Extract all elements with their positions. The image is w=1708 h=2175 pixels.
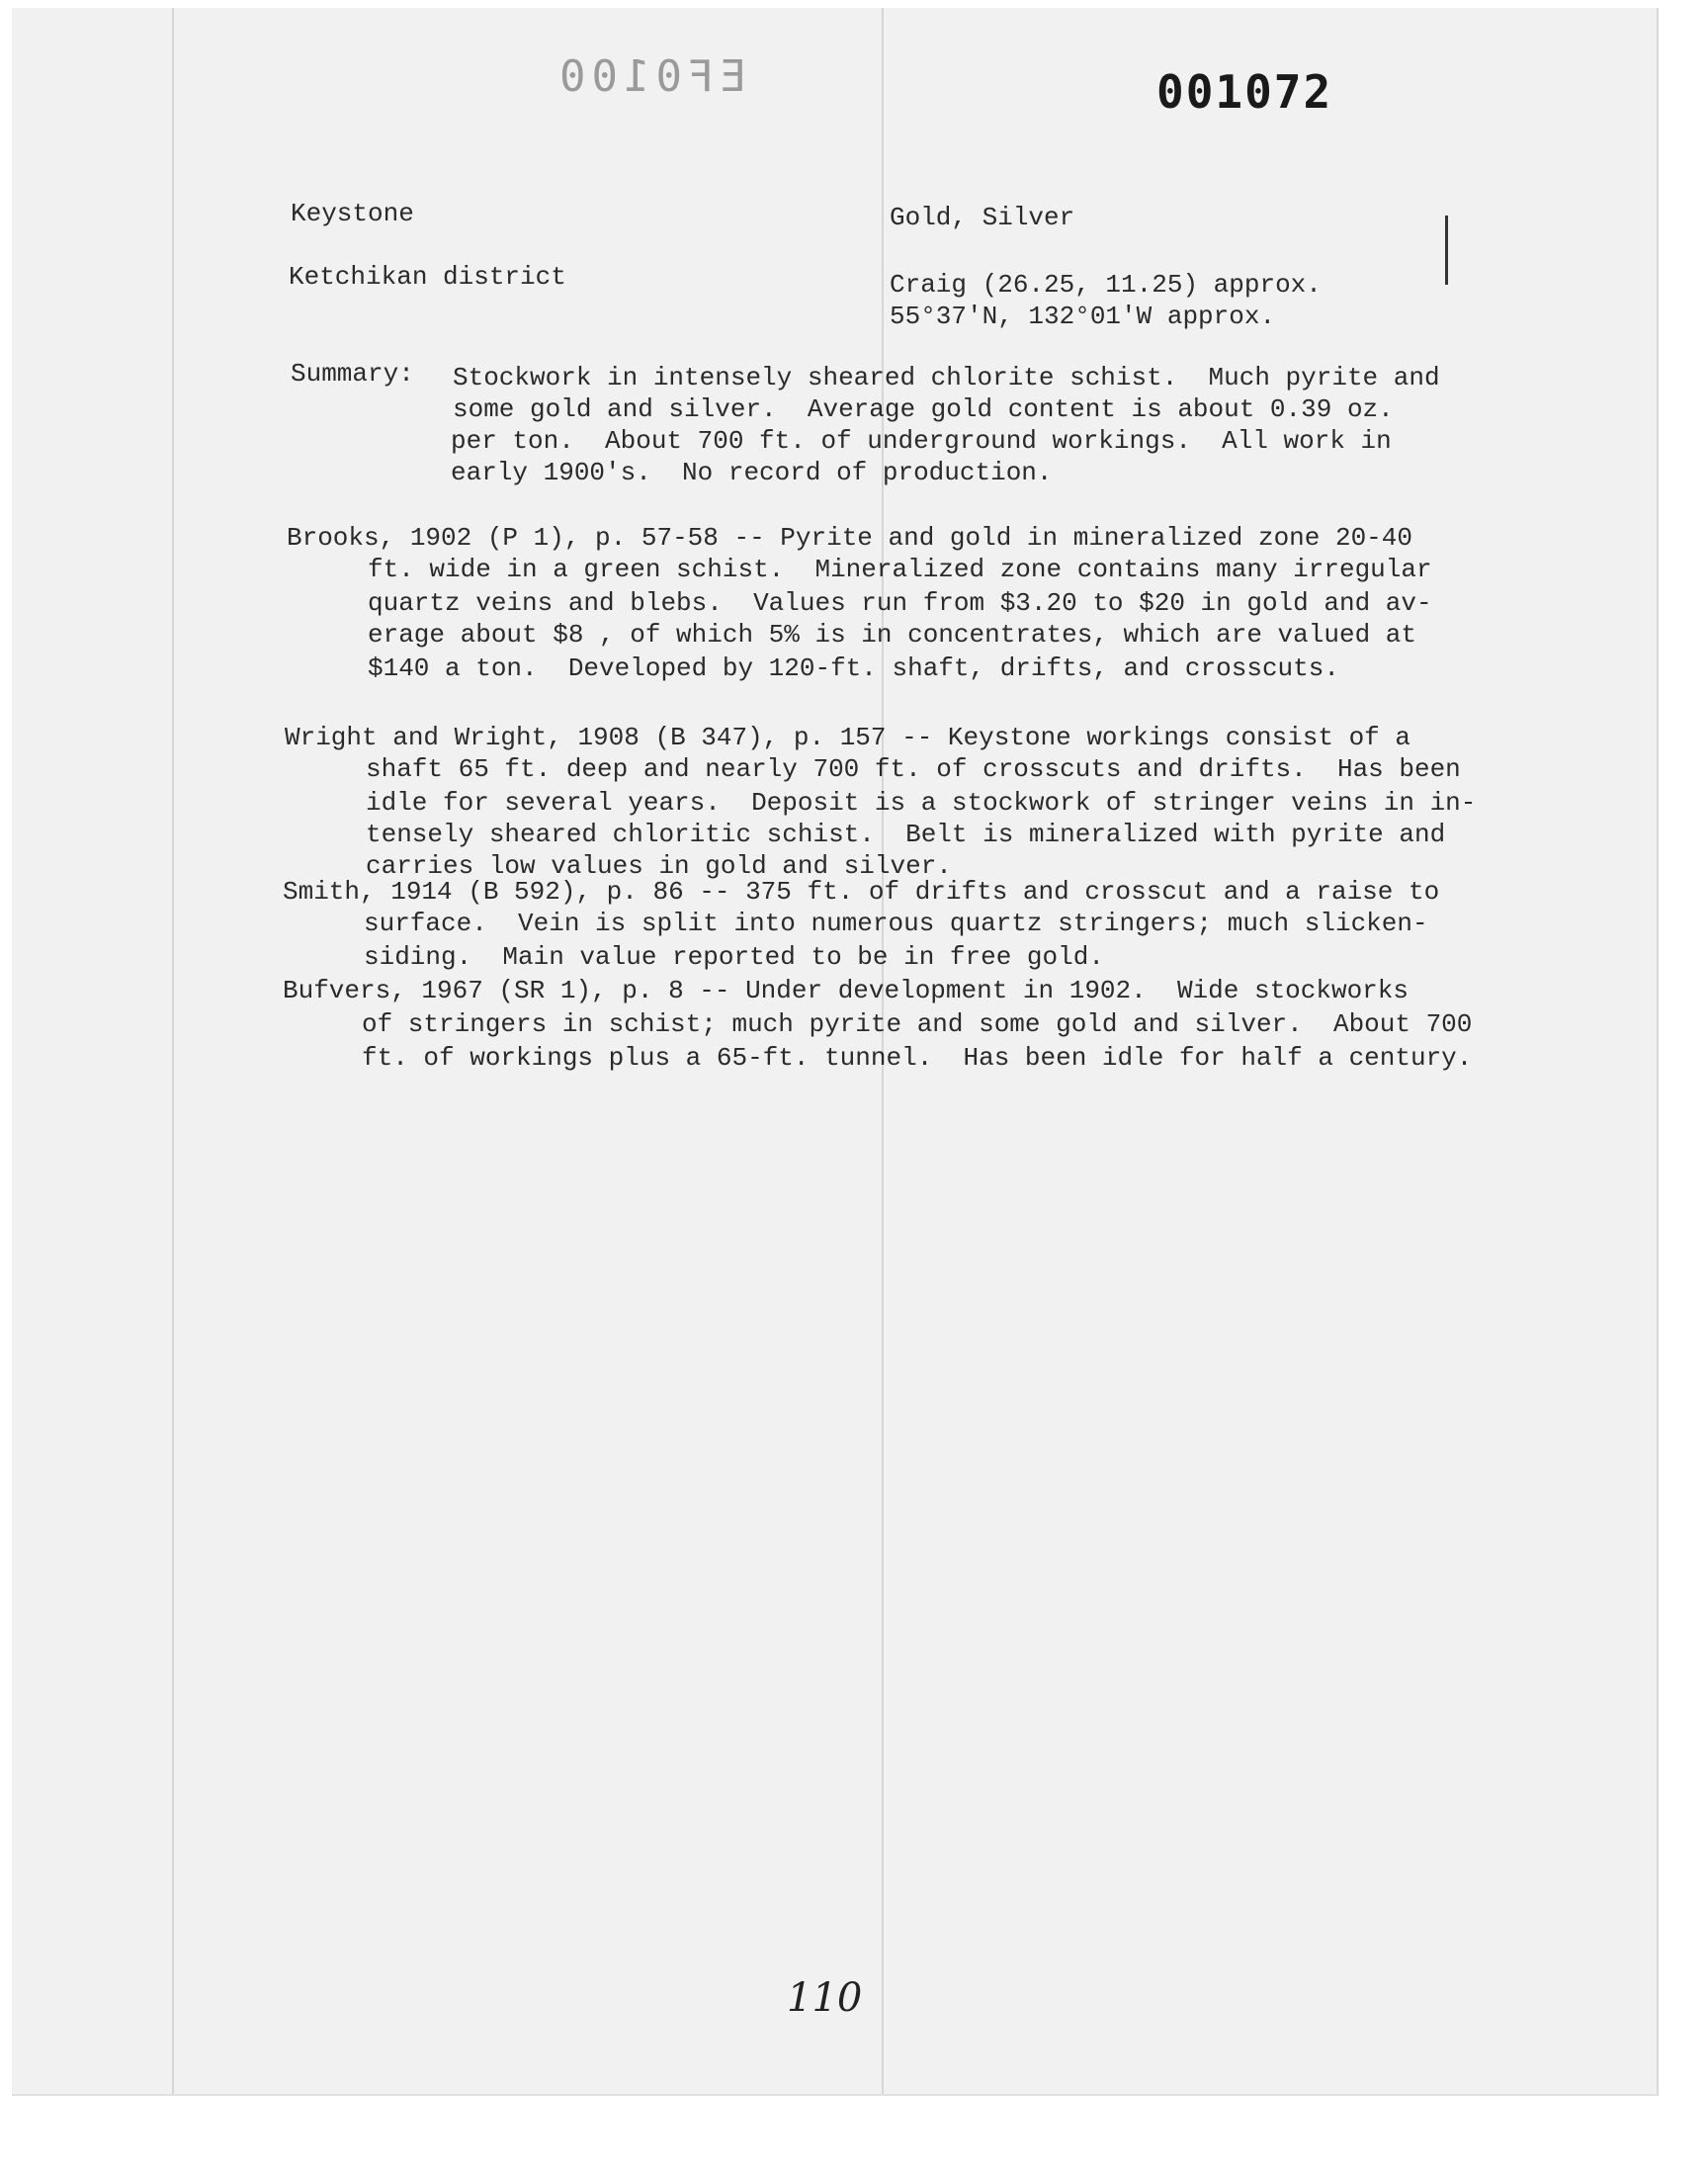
reference-first-line: Wright and Wright, 1908 (B 347), p. 157 -- Keystone workings consist of a [285, 723, 1410, 752]
reference-first-line: Smith, 1914 (B 592), p. 86 -- 375 ft. of drifts and crosscut and a raise to [283, 877, 1440, 907]
reference-line: carries low values in gold and silver. [366, 851, 952, 881]
reference-line: siding. Main value reported to be in free gold. [364, 942, 1104, 972]
pencil-mark [1445, 216, 1448, 285]
summary-line: per ton. About 700 ft. of underground workings. All work in [451, 426, 1392, 456]
page-number: 110 [787, 1975, 863, 2021]
reference-line: tensely sheared chloritic schist. Belt is mineralized with pyrite and [366, 820, 1446, 849]
reference-line: erage about $8 , of which 5% is in concentrates, which are valued at [368, 620, 1416, 650]
reference-line: surface. Vein is split into numerous quartz stringers; much slicken- [364, 909, 1428, 938]
reference-first-line: Bufvers, 1967 (SR 1), p. 8 -- Under development in 1902. Wide stockworks [283, 976, 1409, 1005]
fold-line-left [172, 8, 174, 2094]
reference-first-line: Brooks, 1902 (P 1), p. 57-58 -- Pyrite and gold in mineralized zone 20-40 [287, 523, 1412, 553]
property-name: Keystone [291, 199, 414, 228]
reference-line: ft. of workings plus a 65-ft. tunnel. Has been idle for half a century. [362, 1043, 1473, 1073]
location-line-1: Craig (26.25, 11.25) approx. [890, 270, 1322, 300]
district: Ketchikan district [289, 262, 566, 292]
commodities: Gold, Silver [890, 203, 1075, 232]
summary-label: Summary: [291, 359, 414, 389]
faint-stamp-number: EF0100 [554, 51, 746, 102]
reference-line: of stringers in schist; much pyrite and some gold and silver. About 700 [362, 1009, 1473, 1039]
reference-line: shaft 65 ft. deep and nearly 700 ft. of crosscuts and drifts. Has been [366, 754, 1461, 784]
reference-line: ft. wide in a green schist. Mineralized zone contains many irregular [368, 555, 1432, 584]
reference-line: $140 a ton. Developed by 120-ft. shaft, drifts, and crosscuts. [368, 653, 1339, 683]
summary-line: Stockwork in intensely sheared chlorite schist. Much pyrite and [453, 363, 1440, 392]
location-line-2: 55°37'N, 132°01'W approx. [890, 302, 1276, 331]
stamp-number: 001072 [1156, 65, 1333, 119]
reference-line: idle for several years. Deposit is a stockwork of stringer veins in in- [366, 788, 1477, 818]
summary-line: some gold and silver. Average gold content is about 0.39 oz. [453, 394, 1394, 424]
reference-line: quartz veins and blebs. Values run from $3.20 to $20 in gold and av- [368, 588, 1432, 618]
summary-line: early 1900's. No record of production. [451, 458, 1053, 487]
